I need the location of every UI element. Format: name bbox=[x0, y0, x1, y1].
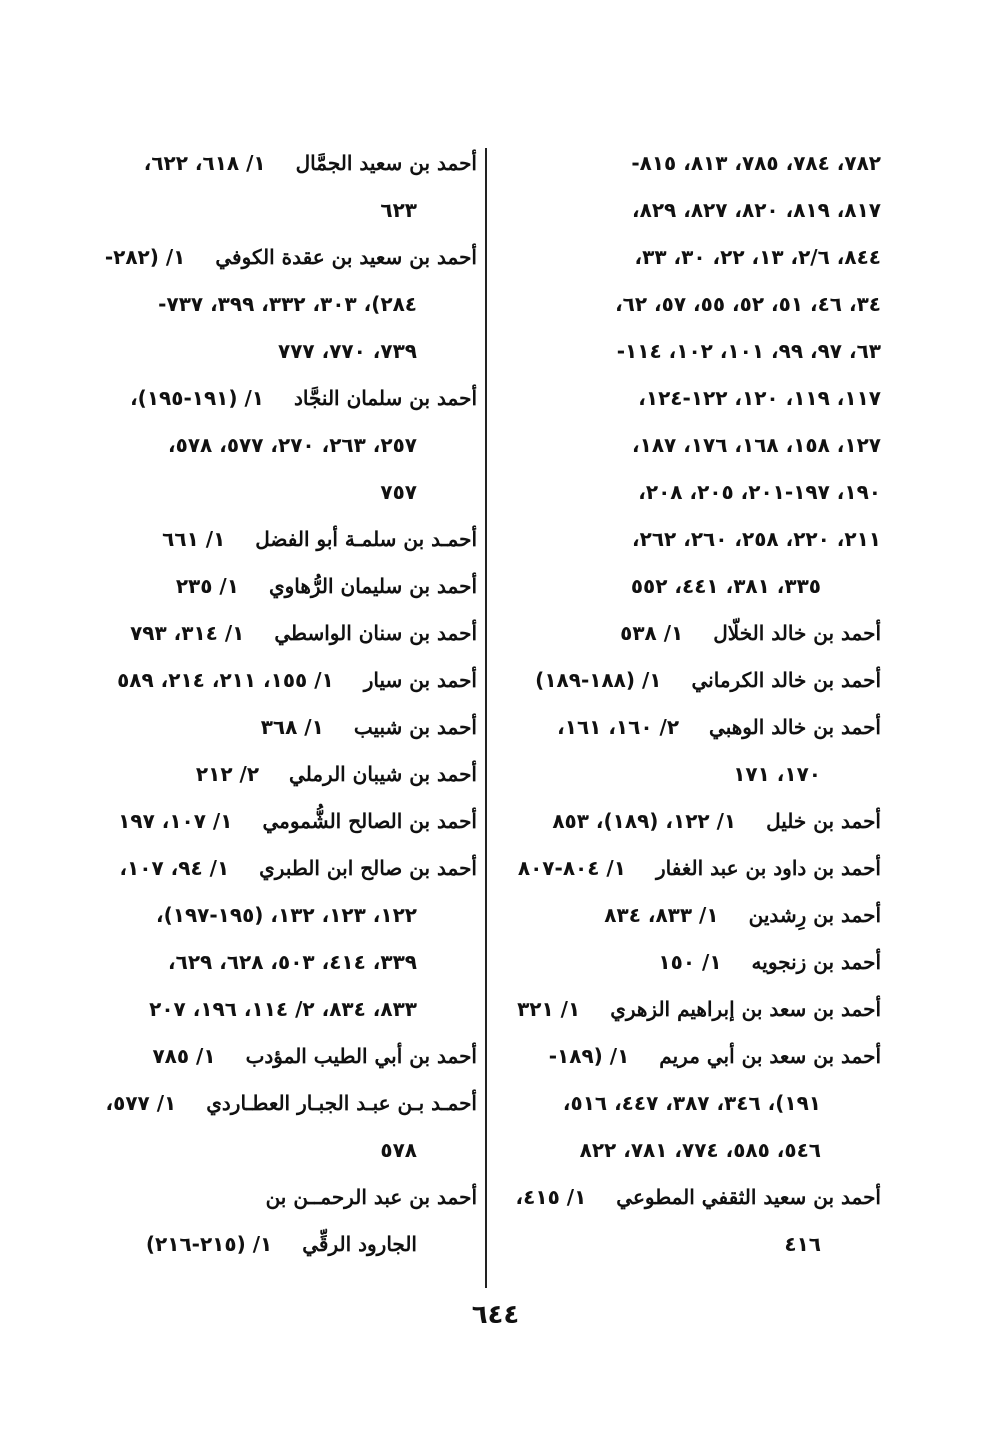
entry-references: ٢١١، ٢٢٠، ٢٥٨، ٢٦٠، ٢٦٢، bbox=[632, 527, 881, 551]
index-entry bbox=[92, 610, 477, 657]
references-continuation bbox=[92, 281, 477, 328]
entry-references: ١/ ١٠٧، ١٩٧ bbox=[118, 809, 233, 833]
entry-references: ٨٣٣، ٨٣٤، ٢/ ١١٤، ١٩٦، ٢٠٧ bbox=[149, 997, 417, 1021]
entry-references: ١/ ١٥٠ bbox=[658, 950, 722, 974]
entry-references: ١٢٧، ١٥٨، ١٦٨، ١٧٦، ١٨٧، bbox=[632, 433, 881, 457]
entry-references: ١/ ٨٣٣، ٨٣٤ bbox=[604, 903, 719, 927]
references-continuation bbox=[496, 1080, 881, 1127]
index-entry bbox=[496, 798, 881, 845]
index-entry bbox=[496, 704, 881, 751]
page-number: ٦٤٤ bbox=[471, 1300, 520, 1330]
entry-references: ٣٣٥، ٣٨١، ٤٤١، ٥٥٢ bbox=[630, 574, 821, 598]
entry-references: ٧٣٩، ٧٧٠، ٧٧٧ bbox=[278, 339, 417, 363]
index-entry bbox=[92, 704, 477, 751]
entry-references: ٧٥٧ bbox=[380, 480, 417, 504]
entry-references: ٥٧٨ bbox=[380, 1138, 417, 1162]
entry-name: أحمد بن الصالح الشُّمومي bbox=[262, 809, 477, 833]
references-continuation bbox=[92, 986, 477, 1033]
entry-name: أحمد بن سليمان الرُّهاوي bbox=[268, 574, 477, 598]
references-continuation bbox=[496, 469, 881, 516]
references-continuation bbox=[496, 1221, 881, 1268]
entry-references: ٥٤٦، ٥٨٥، ٧٧٤، ٧٨١، ٨٢٢ bbox=[579, 1138, 821, 1162]
entry-references: ١/ (١٨٨-١٨٩) bbox=[535, 668, 662, 692]
entry-name: أحمد بن خالد الكرماني bbox=[691, 668, 881, 692]
entry-references: ١/ (٢٨٢- bbox=[104, 245, 186, 269]
entry-name: أحمد بن صالح ابن الطبري bbox=[259, 856, 477, 880]
entry-name: أحمد بن شبيب bbox=[353, 715, 477, 739]
entry-references: ٨١٧، ٨١٩، ٨٢٠، ٨٢٧، ٨٢٩، bbox=[632, 198, 881, 222]
index-entry bbox=[496, 1033, 881, 1080]
index-entry bbox=[496, 610, 881, 657]
entry-references: ٣٤، ٤٦، ٥١، ٥٢، ٥٥، ٥٧، ٦٢، bbox=[615, 292, 881, 316]
entry-references: ١/ ٢٣٥ bbox=[175, 574, 239, 598]
entry-name: أحمد بن سنان الواسطي bbox=[274, 621, 477, 645]
entry-references: ٢٨٤)، ٣٠٣، ٣٣٢، ٣٩٩، ٧٣٧- bbox=[158, 292, 417, 316]
references-continuation bbox=[496, 187, 881, 234]
references-continuation bbox=[92, 328, 477, 375]
index-entry bbox=[496, 939, 881, 986]
entry-references: ١/ ١٢٢، (١٨٩)، ٨٥٣ bbox=[552, 809, 737, 833]
index-entry bbox=[92, 234, 477, 281]
references-continuation bbox=[92, 422, 477, 469]
entry-references: ٨٤٤، ٢/٦، ١٣، ٢٢، ٣٠، ٣٣، bbox=[634, 245, 881, 269]
references-continuation bbox=[92, 892, 477, 939]
entry-name: أحمد بن خالد الوهبي bbox=[709, 715, 881, 739]
column-divider bbox=[485, 148, 487, 1288]
entry-references: ١/ ٤١٥، bbox=[515, 1185, 587, 1209]
entry-references: ١/ (٢١٥-٢١٦) bbox=[145, 1232, 273, 1256]
entry-references: ١/ ٩٤، ١٠٧، bbox=[119, 856, 230, 880]
entry-references: ٢٥٧، ٢٦٣، ٢٧٠، ٥٧٧، ٥٧٨، bbox=[168, 433, 417, 457]
references-continuation bbox=[496, 563, 881, 610]
entry-name: أحمد بن شيبان الرملي bbox=[289, 762, 477, 786]
references-continuation bbox=[496, 281, 881, 328]
entry-name: أحمد بن سلمان النجَّاد bbox=[294, 386, 477, 410]
references-continuation bbox=[496, 751, 881, 798]
references-continuation bbox=[496, 234, 881, 281]
index-entry bbox=[92, 845, 477, 892]
references-continuation bbox=[496, 422, 881, 469]
entry-references: ١١٧، ١١٩، ١٢٠، ١٢٢-١٢٤، bbox=[638, 386, 881, 410]
entry-references: ٦٢٣ bbox=[380, 198, 417, 222]
entry-references: ٢/ ١٦٠، ١٦١، bbox=[557, 715, 680, 739]
entry-references: ١/ ٥٣٨ bbox=[620, 621, 684, 645]
entry-name: أحمد بن داود بن عبد الغفار bbox=[655, 856, 881, 880]
references-continuation bbox=[92, 469, 477, 516]
index-entry bbox=[92, 140, 477, 187]
left-column bbox=[92, 140, 477, 1268]
entry-references: ١٢٢، ١٢٣، ١٣٢، (١٩٥-١٩٧)، bbox=[155, 903, 417, 927]
entry-name: أحمـد بـن عبـد الجبـار العطـاردي bbox=[206, 1091, 477, 1115]
entry-references: ١/ ٨٠٤-٨٠٧ bbox=[517, 856, 626, 880]
entry-references: ١/ (١٨٩- bbox=[548, 1044, 630, 1068]
index-entry bbox=[92, 1080, 477, 1127]
index-entry bbox=[92, 751, 477, 798]
index-entry bbox=[92, 516, 477, 563]
right-column bbox=[496, 140, 881, 1268]
entry-references: ١٩١)، ٣٤٦، ٣٨٧، ٤٤٧، ٥١٦، bbox=[562, 1091, 821, 1115]
entry-references: ١/ (١٩١-١٩٥)، bbox=[130, 386, 265, 410]
entry-name: أحمـد بن سلمـة أبو الفضل bbox=[255, 527, 477, 551]
entry-references: ١/ ٦٦١ bbox=[162, 527, 226, 551]
index-entry bbox=[496, 892, 881, 939]
index-entry bbox=[92, 563, 477, 610]
entry-name: أحمد بن أبي الطيب المؤدب bbox=[245, 1044, 477, 1068]
entry-references: ٤١٦ bbox=[784, 1232, 821, 1256]
entry-name: الجارود الرقِّي bbox=[302, 1232, 417, 1256]
index-entry bbox=[92, 657, 477, 704]
entry-references: ١/ ٧٨٥ bbox=[152, 1044, 216, 1068]
entry-name: أحمد بن سيار bbox=[363, 668, 477, 692]
entry-name: أحمد بن خالد الخلّال bbox=[713, 621, 881, 645]
entry-references: ٣٣٩، ٤١٤، ٥٠٣، ٦٢٨، ٦٢٩، bbox=[168, 950, 417, 974]
references-continuation bbox=[496, 328, 881, 375]
entry-references: ١/ ٥٧٧، bbox=[105, 1091, 177, 1115]
entry-name: أحمد بن سعيد الجمَّال bbox=[295, 151, 477, 175]
index-entry bbox=[496, 986, 881, 1033]
entry-references: ٢/ ٢١٢ bbox=[195, 762, 260, 786]
references-continuation bbox=[496, 516, 881, 563]
entry-name: أحمد بن سعد بن إبراهيم الزهري bbox=[610, 997, 881, 1021]
references-continuation bbox=[496, 140, 881, 187]
entry-name: أحمد بن سعيد بن عقدة الكوفي bbox=[215, 245, 477, 269]
references-continuation bbox=[496, 375, 881, 422]
entry-name: أحمد بن سعيد الثقفي المطوعي bbox=[616, 1185, 881, 1209]
index-entry bbox=[92, 375, 477, 422]
entry-references: ١/ ٣١٤، ٧٩٣ bbox=[130, 621, 245, 645]
entry-references: ١٧٠، ١٧١ bbox=[733, 762, 821, 786]
entry-references: ١٩٠، ١٩٧-٢٠١، ٢٠٥، ٢٠٨، bbox=[638, 480, 881, 504]
index-entry bbox=[92, 1033, 477, 1080]
index-entry bbox=[496, 845, 881, 892]
references-continuation bbox=[92, 939, 477, 986]
entry-references: ١/ ٣٦٨ bbox=[260, 715, 324, 739]
references-continuation bbox=[92, 1127, 477, 1174]
entry-references: ٦٣، ٩٧، ٩٩، ١٠١، ١٠٢، ١١٤- bbox=[616, 339, 881, 363]
entry-references: ١/ ٣٢١ bbox=[517, 997, 581, 1021]
entry-name: أحمد بن رِشدين bbox=[748, 903, 881, 927]
index-entry bbox=[92, 1174, 477, 1221]
entry-name: أحمد بن سعد بن أبي مريم bbox=[659, 1044, 881, 1068]
references-continuation bbox=[496, 1127, 881, 1174]
index-entry bbox=[496, 1174, 881, 1221]
references-continuation bbox=[92, 187, 477, 234]
index-entry bbox=[92, 1221, 477, 1268]
entry-name: أحمد بن عبد الرحمــن بن bbox=[265, 1185, 477, 1209]
entry-references: ١/ ٦١٨، ٦٢٢، bbox=[143, 151, 266, 175]
index-entry bbox=[92, 798, 477, 845]
entry-name: أحمد بن زنجويه bbox=[751, 950, 881, 974]
index-entry bbox=[496, 657, 881, 704]
entry-references: ١/ ١٥٥، ٢١١، ٢١٤، ٥٨٩ bbox=[117, 668, 334, 692]
entry-name: أحمد بن خليل bbox=[766, 809, 881, 833]
entry-references: ٧٨٢، ٧٨٤، ٧٨٥، ٨١٣، ٨١٥- bbox=[631, 151, 881, 175]
